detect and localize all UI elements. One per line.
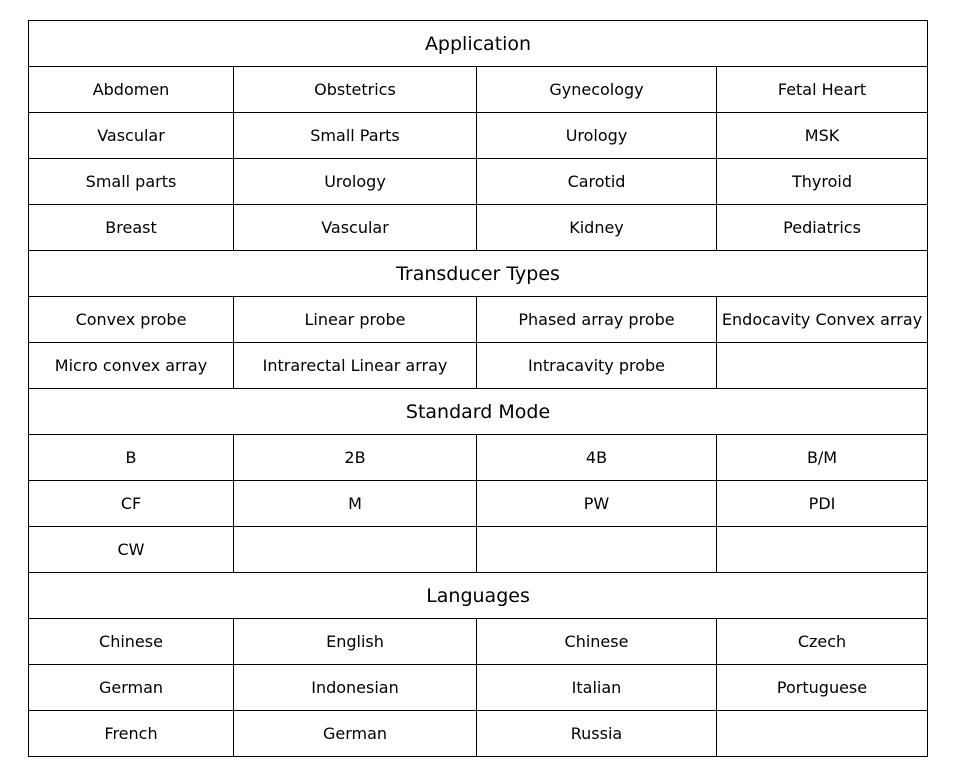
table-row [29,711,928,757]
table-cell: Czech [717,619,928,665]
table-cell: Endocavity Convex array [717,297,928,343]
section-title-transducer-types: Transducer Types [29,251,928,297]
table-cell: Kidney [477,205,717,251]
table-row [29,665,928,711]
table-cell: Phased array probe [477,297,717,343]
table-cell: B [29,435,234,481]
table-cell: Intrarectal Linear array [234,343,477,389]
table-cell: Thyroid [717,159,928,205]
table-cell: Italian [477,665,717,711]
section-title-standard-mode: Standard Mode [29,389,928,435]
table-cell [234,527,477,573]
table-cell: Urology [477,113,717,159]
table-cell: Linear probe [234,297,477,343]
table-cell: Vascular [29,113,234,159]
table-row [29,113,928,159]
section-title-languages: Languages [29,573,928,619]
table-cell: Chinese [477,619,717,665]
table-cell: German [29,665,234,711]
table-row [29,435,928,481]
table-row [29,527,928,573]
table-cell [717,527,928,573]
table-cell: Vascular [234,205,477,251]
specification-table [28,20,928,757]
table-cell: Pediatrics [717,205,928,251]
table-cell: German [234,711,477,757]
table-cell: Portuguese [717,665,928,711]
table-row [29,619,928,665]
table-cell: Chinese [29,619,234,665]
table-cell: MSK [717,113,928,159]
table-cell: Carotid [477,159,717,205]
table-cell: Small parts [29,159,234,205]
table-row [29,67,928,113]
table-cell: PDI [717,481,928,527]
specification-table-body [29,21,928,757]
table-cell: M [234,481,477,527]
table-cell: Obstetrics [234,67,477,113]
table-cell [717,343,928,389]
table-cell [477,527,717,573]
section-header-row [29,21,928,67]
table-cell: Gynecology [477,67,717,113]
table-row [29,159,928,205]
table-row [29,205,928,251]
table-cell: Small Parts [234,113,477,159]
table-cell: Intracavity probe [477,343,717,389]
section-header-row [29,573,928,619]
section-header-row [29,389,928,435]
table-cell: B/M [717,435,928,481]
table-cell: CF [29,481,234,527]
table-cell: Urology [234,159,477,205]
section-title-application: Application [29,21,928,67]
table-cell: French [29,711,234,757]
table-row [29,343,928,389]
table-cell [717,711,928,757]
table-cell: Breast [29,205,234,251]
table-cell: 2B [234,435,477,481]
table-cell: Fetal Heart [717,67,928,113]
table-cell: 4B [477,435,717,481]
section-header-row [29,251,928,297]
table-row [29,297,928,343]
table-cell: Convex probe [29,297,234,343]
table-cell: Indonesian [234,665,477,711]
table-row [29,481,928,527]
table-cell: PW [477,481,717,527]
table-cell: Micro convex array [29,343,234,389]
table-cell: English [234,619,477,665]
table-cell: CW [29,527,234,573]
table-cell: Russia [477,711,717,757]
table-cell: Abdomen [29,67,234,113]
